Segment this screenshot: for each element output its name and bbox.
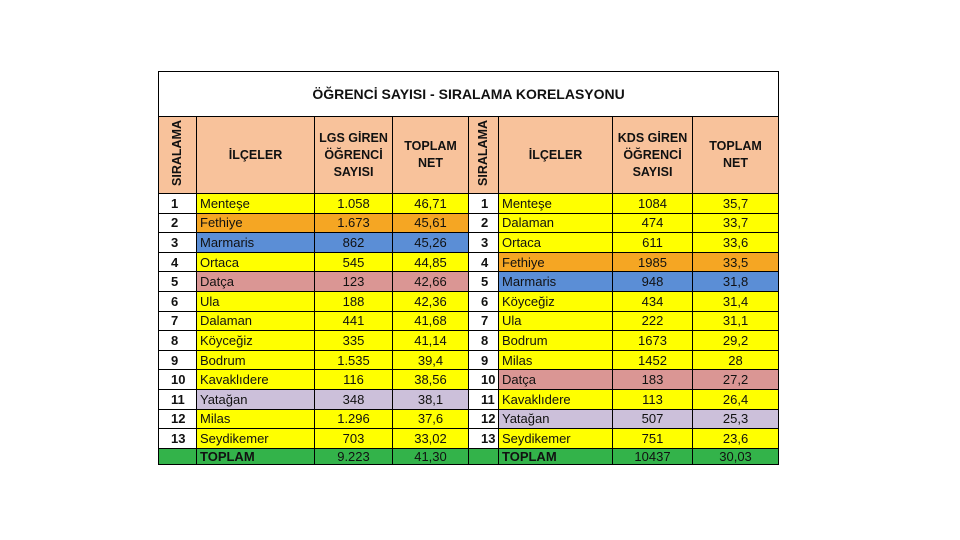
- district-name-right: Kavaklıdere: [499, 389, 613, 409]
- header-rank-left: SIRALAMA: [159, 117, 197, 194]
- rank-cell-right: 6: [469, 291, 499, 311]
- total-count-right: 10437: [613, 448, 693, 464]
- student-count-left: 1.535: [315, 350, 393, 370]
- student-count-right: 751: [613, 429, 693, 449]
- rank-cell-left: 1: [159, 194, 197, 214]
- total-net-left: 38,1: [393, 389, 469, 409]
- correlation-table: [158, 71, 779, 465]
- student-count-right: 611: [613, 233, 693, 253]
- district-name-right: Ula: [499, 311, 613, 331]
- total-net-right: 33,7: [693, 213, 779, 233]
- total-net-right: 35,7: [693, 194, 779, 214]
- rank-cell-right: 2: [469, 213, 499, 233]
- student-count-left: 116: [315, 370, 393, 390]
- total-net-left: 45,26: [393, 233, 469, 253]
- rank-cell-right: 9: [469, 350, 499, 370]
- total-net-right: 27,2: [693, 370, 779, 390]
- total-net-right: 31,8: [693, 272, 779, 292]
- total-net-left: 37,6: [393, 409, 469, 429]
- student-count-right: 183: [613, 370, 693, 390]
- district-name-left: Datça: [197, 272, 315, 292]
- student-count-left: 1.058: [315, 194, 393, 214]
- district-name-left: Kavaklıdere: [197, 370, 315, 390]
- district-name-left: Ortaca: [197, 252, 315, 272]
- district-name-right: Dalaman: [499, 213, 613, 233]
- district-name-left: Dalaman: [197, 311, 315, 331]
- total-net-right: 29,2: [693, 331, 779, 351]
- rank-cell-right: 4: [469, 252, 499, 272]
- total-net-right: 28: [693, 350, 779, 370]
- total-net-right: 31,1: [693, 311, 779, 331]
- total-net-left: 41,68: [393, 311, 469, 331]
- total-net-right: 26,4: [693, 389, 779, 409]
- student-count-left: 441: [315, 311, 393, 331]
- student-count-right: 507: [613, 409, 693, 429]
- total-rank-cell-right: [469, 448, 499, 464]
- table-row: [159, 233, 779, 253]
- total-net-right: 23,6: [693, 429, 779, 449]
- student-count-left: 188: [315, 291, 393, 311]
- district-name-left: Ula: [197, 291, 315, 311]
- district-name-right: Ortaca: [499, 233, 613, 253]
- rank-cell-right: 7: [469, 311, 499, 331]
- district-name-right: Marmaris: [499, 272, 613, 292]
- rank-cell-right: 11: [469, 389, 499, 409]
- total-label-right: TOPLAM: [499, 448, 613, 464]
- student-count-right: 113: [613, 389, 693, 409]
- district-name-right: Bodrum: [499, 331, 613, 351]
- student-count-right: 474: [613, 213, 693, 233]
- total-net-left: 46,71: [393, 194, 469, 214]
- rank-cell-left: 4: [159, 252, 197, 272]
- rank-cell-right: 12: [469, 409, 499, 429]
- table-row: [159, 409, 779, 429]
- district-name-right: Köyceğiz: [499, 291, 613, 311]
- student-count-left: 335: [315, 331, 393, 351]
- rank-cell-left: 10: [159, 370, 197, 390]
- table-row: [159, 311, 779, 331]
- total-net-left: 39,4: [393, 350, 469, 370]
- district-name-right: Datça: [499, 370, 613, 390]
- district-name-right: Fethiye: [499, 252, 613, 272]
- district-name-right: Milas: [499, 350, 613, 370]
- student-count-right: 434: [613, 291, 693, 311]
- header-count-left: LGS GİREN ÖĞRENCİ SAYISI: [315, 117, 393, 194]
- district-name-right: Seydikemer: [499, 429, 613, 449]
- district-name-left: Milas: [197, 409, 315, 429]
- district-name-left: Bodrum: [197, 350, 315, 370]
- student-count-left: 862: [315, 233, 393, 253]
- header-district-left: İLÇELER: [197, 117, 315, 194]
- total-net-left: 41,30: [393, 448, 469, 464]
- total-net-left: 42,36: [393, 291, 469, 311]
- rank-cell-left: 2: [159, 213, 197, 233]
- district-name-left: Köyceğiz: [197, 331, 315, 351]
- student-count-right: 222: [613, 311, 693, 331]
- total-rank-cell: [159, 448, 197, 464]
- student-count-left: 545: [315, 252, 393, 272]
- rank-cell-left: 3: [159, 233, 197, 253]
- table-row: [159, 331, 779, 351]
- rank-cell-right: 8: [469, 331, 499, 351]
- total-net-right: 30,03: [693, 448, 779, 464]
- table-row: [159, 350, 779, 370]
- rank-cell-right: 3: [469, 233, 499, 253]
- student-count-left: 1.296: [315, 409, 393, 429]
- rank-cell-left: 6: [159, 291, 197, 311]
- table-row: [159, 252, 779, 272]
- rank-cell-left: 5: [159, 272, 197, 292]
- student-count-right: 948: [613, 272, 693, 292]
- header-net-right: TOPLAM NET: [693, 117, 779, 194]
- total-net-left: 44,85: [393, 252, 469, 272]
- student-count-left: 348: [315, 389, 393, 409]
- district-name-left: Seydikemer: [197, 429, 315, 449]
- table-row: [159, 370, 779, 390]
- rank-cell-right: 1: [469, 194, 499, 214]
- rank-cell-right: 5: [469, 272, 499, 292]
- header-net-left: TOPLAM NET: [393, 117, 469, 194]
- rank-cell-left: 8: [159, 331, 197, 351]
- total-net-right: 31,4: [693, 291, 779, 311]
- rank-cell-left: 12: [159, 409, 197, 429]
- correlation-table-container: [158, 71, 778, 465]
- total-label-left: TOPLAM: [197, 448, 315, 464]
- table-row: [159, 429, 779, 449]
- table-row: [159, 291, 779, 311]
- district-name-left: Menteşe: [197, 194, 315, 214]
- header-district-right: İLÇELER: [499, 117, 613, 194]
- district-name-right: Menteşe: [499, 194, 613, 214]
- student-count-right: 1673: [613, 331, 693, 351]
- student-count-left: 123: [315, 272, 393, 292]
- district-name-left: Fethiye: [197, 213, 315, 233]
- table-row: [159, 213, 779, 233]
- rank-cell-left: 9: [159, 350, 197, 370]
- table-title: ÖĞRENCİ SAYISI - SIRALAMA KORELASYONU: [159, 72, 779, 117]
- district-name-left: Marmaris: [197, 233, 315, 253]
- total-count-left: 9.223: [315, 448, 393, 464]
- header-count-right: KDS GİREN ÖĞRENCİ SAYISI: [613, 117, 693, 194]
- rank-cell-right: 13: [469, 429, 499, 449]
- student-count-right: 1452: [613, 350, 693, 370]
- rank-cell-left: 7: [159, 311, 197, 331]
- total-net-left: 33,02: [393, 429, 469, 449]
- student-count-left: 1.673: [315, 213, 393, 233]
- total-net-left: 41,14: [393, 331, 469, 351]
- rank-cell-left: 11: [159, 389, 197, 409]
- header-rank-right: SIRALAMA: [469, 117, 499, 194]
- table-row: [159, 272, 779, 292]
- table-row: [159, 194, 779, 214]
- student-count-right: 1084: [613, 194, 693, 214]
- district-name-left: Yatağan: [197, 389, 315, 409]
- total-net-right: 33,6: [693, 233, 779, 253]
- student-count-left: 703: [315, 429, 393, 449]
- total-row: [159, 448, 779, 464]
- total-net-left: 38,56: [393, 370, 469, 390]
- total-net-left: 42,66: [393, 272, 469, 292]
- rank-cell-left: 13: [159, 429, 197, 449]
- total-net-left: 45,61: [393, 213, 469, 233]
- table-row: [159, 389, 779, 409]
- total-net-right: 33,5: [693, 252, 779, 272]
- rank-cell-right: 10: [469, 370, 499, 390]
- total-net-right: 25,3: [693, 409, 779, 429]
- student-count-right: 1985: [613, 252, 693, 272]
- district-name-right: Yatağan: [499, 409, 613, 429]
